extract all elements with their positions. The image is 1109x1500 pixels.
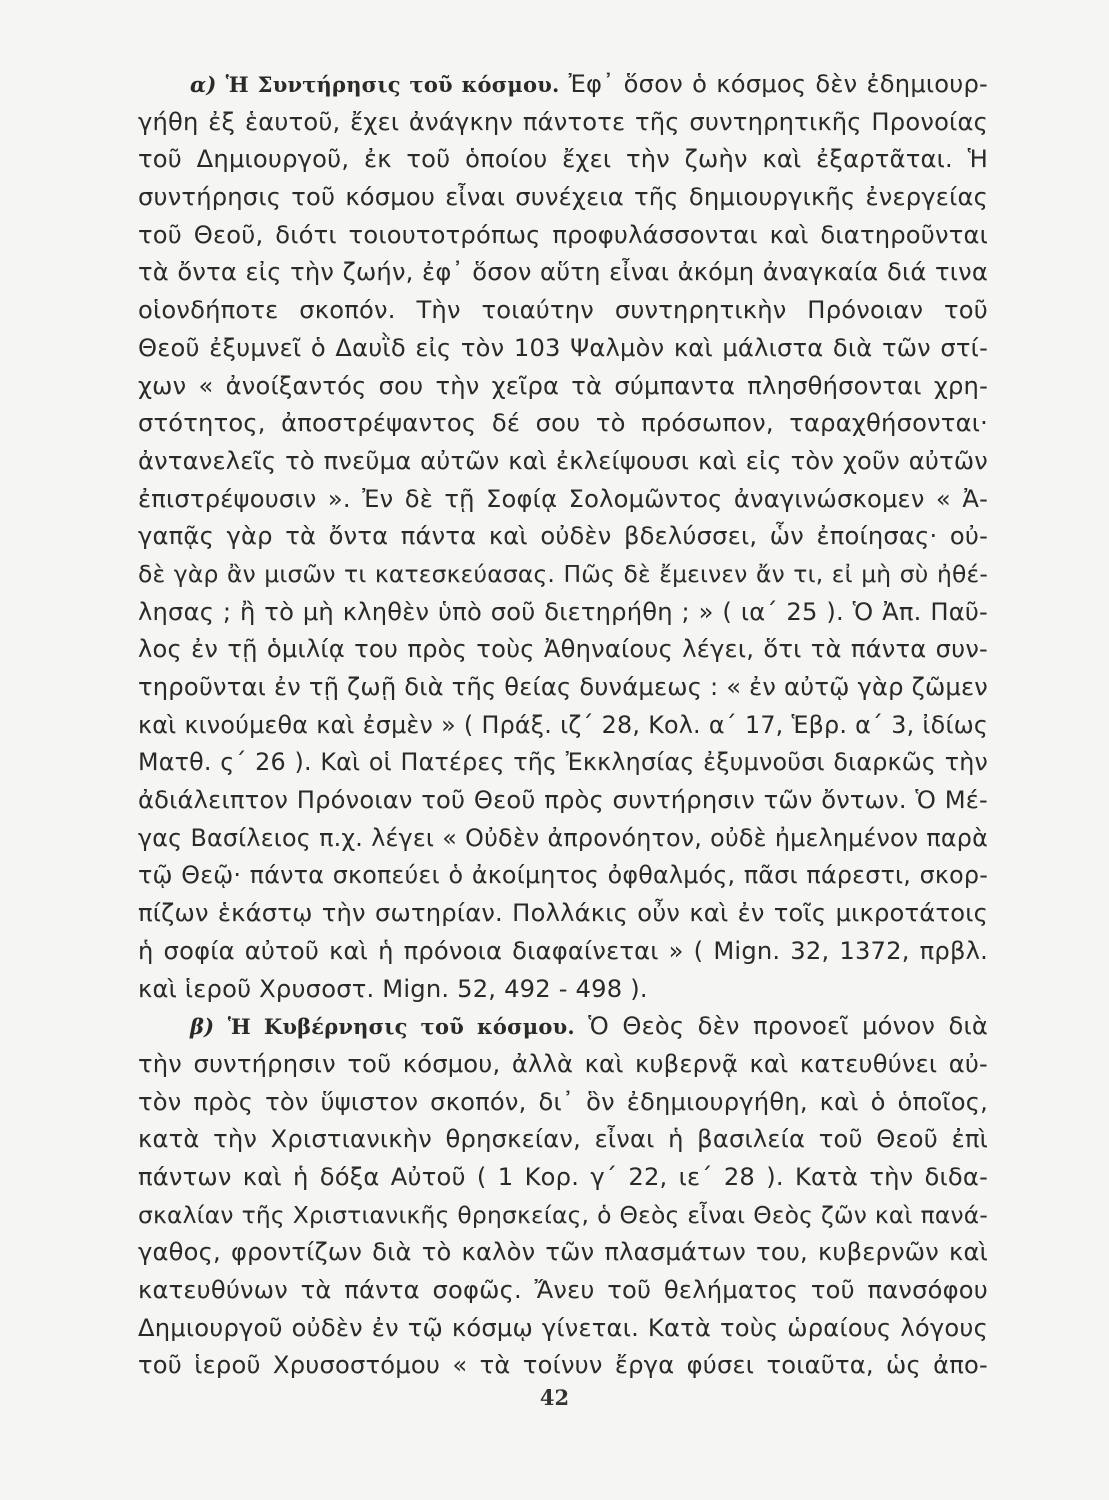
text-line: ἡ σοφία αὐτοῦ καὶ ἡ πρόνοια διαφαίνεται » ( Mign. 32, 1372, πρβλ. bbox=[138, 936, 988, 965]
section-b-title: Ἡ Κυβέρνησις τοῦ κόσμου. bbox=[227, 1014, 575, 1040]
section-a-title: Ἡ Συντήρησις τοῦ κόσμου. bbox=[225, 72, 560, 97]
text-line: δὲ γὰρ ἂν μισῶν τι κατεσκεύασας. Πῶς δὲ ἔμεινεν ἄν τι, εἰ μὴ σὺ ἠθέ- bbox=[138, 559, 988, 588]
text-line: ἐπιστρέψουσιν ». Ἐν δὲ τῇ Σοφίᾳ Σολομῶντος ἀναγινώσκομεν « Ἀ- bbox=[138, 484, 988, 513]
text-line: στότητος, ἀποστρέψαντος δέ σου τὸ πρόσωπον, ταραχθήσονται· bbox=[138, 409, 988, 438]
text-line: Δημιουργοῦ οὐδὲν ἐν τῷ κόσμῳ γίνεται. Κατὰ τοὺς ὡραίους λόγους bbox=[138, 1313, 988, 1342]
text-line: πίζων ἑκάστῳ τὴν σωτηρίαν. Πολλάκις οὖν καὶ ἐν τοῖς μικροτάτοις bbox=[138, 899, 988, 928]
text-line-last: καὶ ἱεροῦ Χρυσοστ. Mign. 52, 492 - 498 ). bbox=[138, 974, 648, 1003]
text-line: λησας ; ἢ τὸ μὴ κληθὲν ὑπὸ σοῦ διετηρήθη ; » ( ια´ 25 ). Ὁ Ἀπ. Παῦ- bbox=[138, 597, 988, 626]
section-b-heading-line bbox=[138, 1008, 988, 1046]
text-line: τὰ ὄντα εἰς τὴν ζωήν, ἐφ᾽ ὅσον αὕτη εἶναι ἀκόμη ἀναγκαία διά τινα bbox=[138, 258, 988, 287]
text-line: τὸν πρὸς τὸν ὕψιστον σκοπόν, δι᾽ ὃν ἐδημιουργήθη, καὶ ὁ ὁποῖος, bbox=[138, 1087, 988, 1116]
text-line: γαπᾷς γὰρ τὰ ὄντα πάντα καὶ οὐδὲν βδελύσσει, ὧν ἐποίησας· οὐ- bbox=[138, 522, 988, 551]
section-b-first-line: Ὁ Θεὸς δὲν προνοεῖ μόνον διὰ bbox=[588, 1012, 988, 1041]
text-line: τῷ Θεῷ· πάντα σκοπεύει ὁ ἀκοίμητος ὀφθαλμός, πᾶσι πάρεστι, σκορ- bbox=[138, 861, 988, 890]
text-line: λος ἐν τῇ ὁμιλίᾳ του πρὸς τοὺς Ἀθηναίους λέγει, ὅτι τὰ πάντα συν- bbox=[138, 635, 988, 664]
text-line: γας Βασίλειος π.χ. λέγει « Οὐδὲν ἀπρονόητον, οὐδὲ ἠμελημένον παρὰ bbox=[138, 823, 988, 852]
text-line: καὶ κινούμεθα καὶ ἐσμὲν » ( Πράξ. ιζ´ 28, Κολ. α´ 17, Ἑβρ. α´ 3, ἰδίως bbox=[138, 710, 988, 739]
section-a-heading-line bbox=[138, 66, 988, 104]
page-number: 42 bbox=[539, 1385, 570, 1410]
section-a-first-line: Ἐφ᾽ ὅσον ὁ κόσμος δὲν ἐδημιουρ- bbox=[568, 70, 988, 98]
text-line: τοῦ ἱεροῦ Χρυσοστόμου « τὰ τοίνυν ἔργα φύσει τοιαῦτα, ὡς ἀπο- bbox=[138, 1351, 988, 1380]
text-line: γαθος, φροντίζων διὰ τὸ καλὸν τῶν πλασμάτων του, κυβερνῶν καὶ bbox=[138, 1238, 988, 1267]
text-line: τοῦ Θεοῦ, διότι τοιουτοτρόπως προφυλάσσονται καὶ διατηροῦνται bbox=[138, 220, 988, 249]
text-line: κατὰ τὴν Χριστιανικὴν θρησκείαν, εἶναι ἡ βασιλεία τοῦ Θεοῦ ἐπὶ bbox=[138, 1125, 988, 1154]
text-line: τοῦ Δημιουργοῦ, ἐκ τοῦ ὁποίου ἔχει τὴν ζωὴν καὶ ἐξαρτᾶται. Ἡ bbox=[138, 145, 988, 174]
text-line: Θεοῦ ἐξυμνεῖ ὁ Δαυῒδ εἰς τὸν 103 Ψαλμὸν καὶ μάλιστα διὰ τῶν στί- bbox=[138, 333, 988, 362]
text-line: πάντων καὶ ἡ δόξα Αὐτοῦ ( 1 Κορ. γ´ 22, ιε´ 28 ). Κατὰ τὴν διδα- bbox=[138, 1162, 988, 1191]
text-line: κατευθύνων τὰ πάντα σοφῶς. Ἄνευ τοῦ θελήματος τοῦ πανσόφου bbox=[138, 1276, 988, 1304]
text-line: τηροῦνται ἐν τῇ ζωῇ διὰ τῆς θείας δυνάμεως : « ἐν αὐτῷ γὰρ ζῶμεν bbox=[138, 673, 988, 701]
text-line: συντήρησις τοῦ κόσμου εἶναι συνέχεια τῆς δημιουργικῆς ἐνεργείας bbox=[138, 183, 988, 212]
text-line: ἀδιάλειπτον Πρόνοιαν τοῦ Θεοῦ πρὸς συντήρησιν τῶν ὄντων. Ὁ Μέ- bbox=[138, 786, 988, 815]
text-line: χων « ἀνοίξαντός σου τὴν χεῖρα τὰ σύμπαντα πλησθήσονται χρη- bbox=[138, 371, 988, 400]
section-b-marker: β) bbox=[190, 1014, 215, 1040]
text-line: οἱονδήποτε σκοπόν. Τὴν τοιαύτην συντηρητικὴν Πρόνοιαν τοῦ bbox=[138, 296, 988, 325]
text-line: τὴν συντήρησιν τοῦ κόσμου, ἀλλὰ καὶ κυβερνᾷ καὶ κατευθύνει αὐ- bbox=[138, 1049, 988, 1078]
text-line: σκαλίαν τῆς Χριστιανικῆς θρησκείας, ὁ Θεὸς εἶναι Θεὸς ζῶν καὶ πανά- bbox=[138, 1200, 988, 1229]
text-line: γήθη ἐξ ἑαυτοῦ, ἔχει ἀνάγκην πάντοτε τῆς συντηρητικῆς Προνοίας bbox=[138, 107, 988, 136]
body-text bbox=[138, 66, 988, 1385]
text-line: Ματθ. ς´ 26 ). Καὶ οἱ Πατέρες τῆς Ἐκκλησίας ἐξυμνοῦσι διαρκῶς τὴν bbox=[138, 748, 988, 777]
section-a-marker: α) bbox=[190, 72, 217, 97]
text-line: ἀντανελεῖς τὸ πνεῦμα αὐτῶν καὶ ἐκλείψουσι καὶ εἰς τὸν χοῦν αὐτῶν bbox=[138, 446, 988, 475]
